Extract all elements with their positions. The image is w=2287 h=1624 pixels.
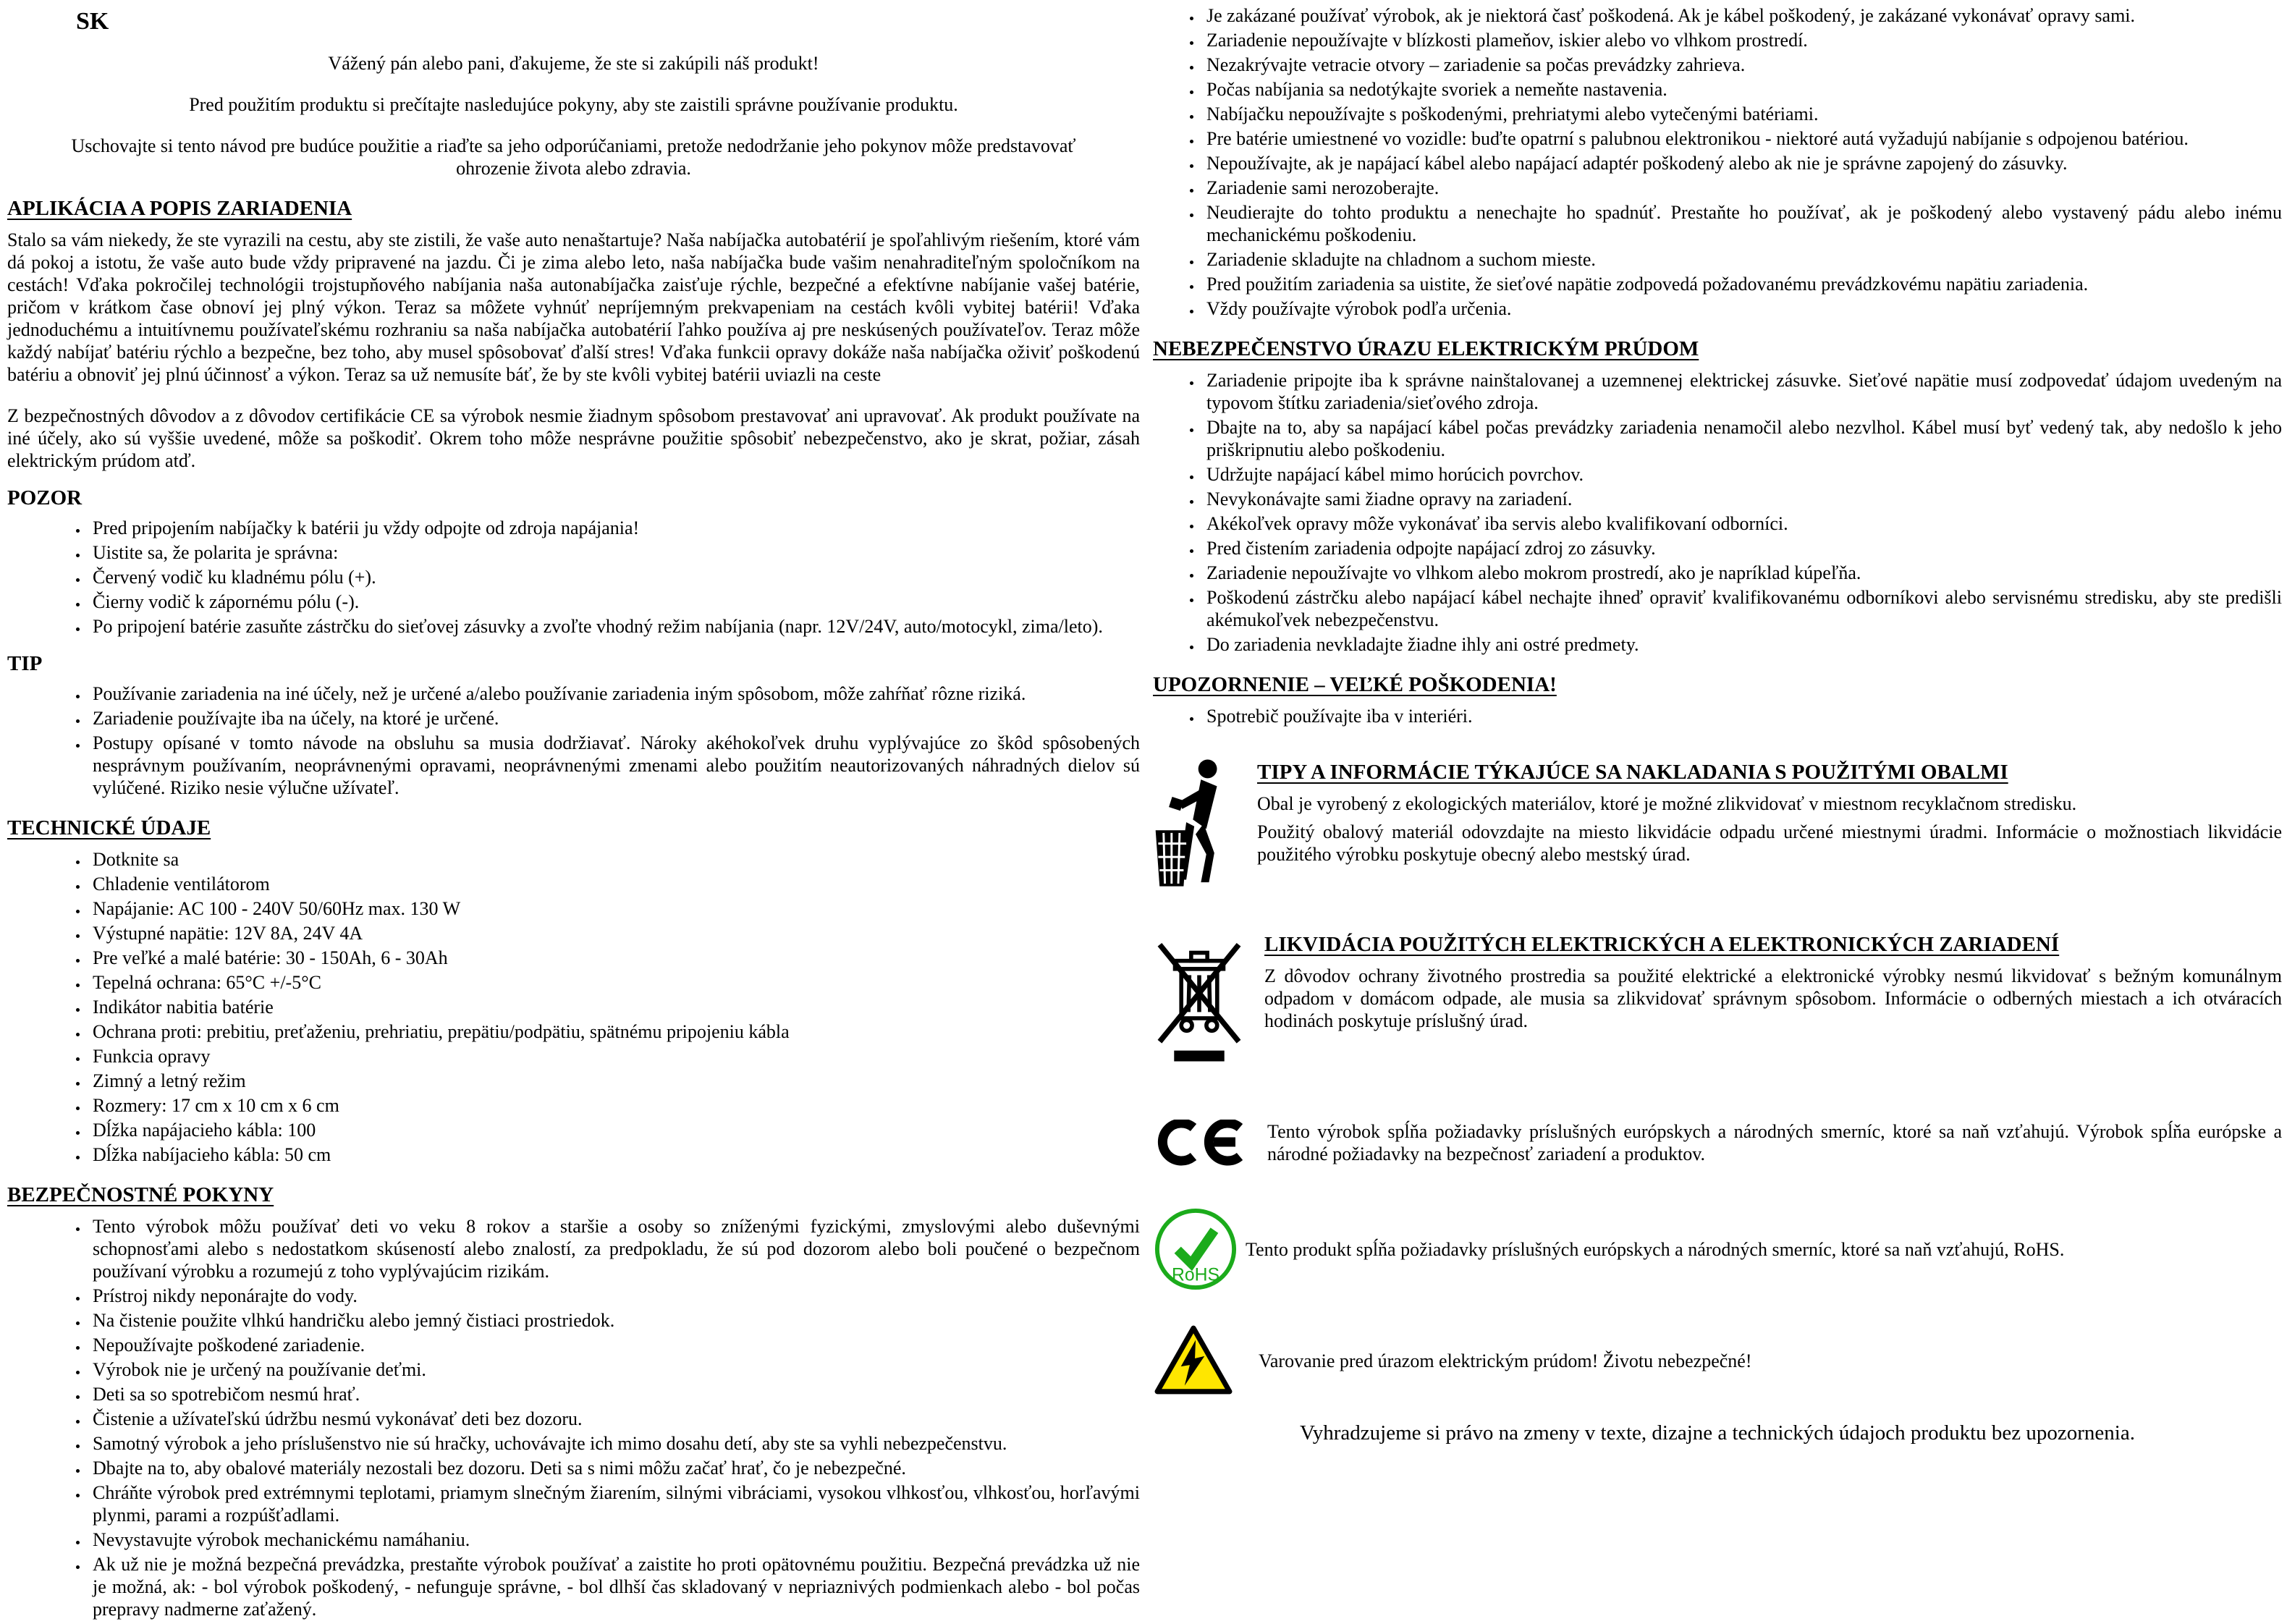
language-code: SK (76, 8, 109, 35)
electric-shock-list (1153, 369, 2282, 656)
list-item: • Spotrebič používajte iba v interiéri. (1202, 705, 2282, 727)
list-item: • Dĺžka nabíjacieho kábla: 50 cm (88, 1143, 1140, 1166)
section-title-tip: TIP (7, 652, 43, 675)
list-item: • Po pripojení batérie zasuňte zástrčku do sieťovej zásuvky a zvoľte vhodný režim nabíjania (napr. 12V/24V, auto/motocykl, zima/leto). (88, 615, 1140, 638)
major-damage-list (1153, 705, 2282, 727)
rohs-section (1153, 1206, 2282, 1292)
packaging-section (1153, 756, 2282, 891)
list-item: • Používanie zariadenia na iné účely, než je určené a/alebo používanie zariadenia iným spôsobom, môže zahŕňať rôzne riziká. (88, 682, 1140, 705)
list-item: • Do zariadenia nevkladajte žiadne ihly ani ostré predmety. (1202, 633, 2282, 656)
list-item: • Zimný a letný režim (88, 1070, 1140, 1092)
list-item: • Zariadenie nepoužívajte v blízkosti plameňov, iskier alebo vo vlhkom prostredí. (1202, 29, 2282, 51)
list-item: • Zariadenie nepoužívajte vo vlhkom alebo mokrom prostredí, ako je napríklad kúpeľňa. (1202, 562, 2282, 584)
list-item: • Nepoužívajte, ak je napájací kábel alebo napájací adaptér poškodený alebo ak nie je správne zapojený do zásuvky. (1202, 152, 2282, 174)
tidy-man-icon (1153, 756, 1238, 891)
list-item: • Prístroj nikdy neponárajte do vody. (88, 1285, 1140, 1307)
list-item: • Dĺžka napájacieho kábla: 100 (88, 1119, 1140, 1141)
ce-text: Tento výrobok spĺňa požiadavky príslušných európskych a národných smerníc, ktoré sa naň vzťahujú. Výrobok spĺňa európske a národné požiadavky na bezpečnosť zariadení a produktov. (1267, 1121, 2282, 1164)
list-item: • Deti sa so spotrebičom nesmú hrať. (88, 1383, 1140, 1405)
list-item: • Zariadenie skladujte na chladnom a suchom mieste. (1202, 248, 2282, 271)
right-column (1153, 1, 2282, 1445)
list-item: • Ochrana proti: prebitiu, preťaženiu, prehriatiu, prepätiu/podpätiu, spätnému pripojeniu kábla (88, 1020, 1140, 1043)
technical-list (7, 848, 1140, 1166)
list-item: • Dotknite sa (88, 848, 1140, 871)
list-item: • Čistenie a užívateľskú údržbu nesmú vykonávať deti bez dozoru. (88, 1408, 1140, 1430)
list-item: • Funkcia opravy (88, 1045, 1140, 1067)
section-title-safety: BEZPEČNOSTNÉ POKYNY (7, 1183, 274, 1206)
list-item: • Výrobok nie je určený na používanie deťmi. (88, 1358, 1140, 1381)
packaging-text (1257, 756, 2282, 866)
section-title-major-damage: UPOZORNENIE – VEĽKÉ POŠKODENIA! (1153, 673, 1557, 696)
ce-mark-icon (1153, 1120, 1248, 1166)
list-item: • Nevykonávajte sami žiadne opravy na zariadení. (1202, 488, 2282, 510)
list-item: • Zariadenie používajte iba na účely, na ktoré je určené. (88, 707, 1140, 729)
list-item: • Počas nabíjania sa nedotýkajte svoriek a nemeňte nastavenia. (1202, 78, 2282, 101)
weee-paragraph: Z dôvodov ochrany životného prostredia sa použité elektrické a elektronické výrobky nesmú likvidovať s bežným komunálnym odpadom v domácom odpade, ale musia sa zlikvidovať správnym spôsobom. Informácie o odberných miestach a ich otváracích hodinách poskytuje príslušný úrad. (1264, 965, 2282, 1031)
list-item: • Vždy používajte výrobok podľa určenia. (1202, 297, 2282, 320)
list-item: • Tepelná ochrana: 65°C +/-5°C (88, 971, 1140, 994)
list-item: • Postupy opísané v tomto návode na obsluhu sa musia dodržiavať. Nároky akéhokoľvek druhu vyplývajúce zo škôd spôsobených nesprávnym používaním, neoprávnenými opravami, neoprávnenými zmenami alebo použitím neautorizovaných náhradných dielov sú vylúčené. Riziko nesie výlučne užívateľ. (88, 732, 1140, 799)
section-title-technical: TECHNICKÉ ÚDAJE (7, 816, 211, 840)
application-paragraph: Stalo sa vám niekedy, že ste vyrazili na cestu, aby ste zistili, že vaše auto nenaštartuje? Naša nabíjačka autobatérií je spoľahlivým riešením, ktoré vám dá pokoj a istotu, že vaše auto bude vždy pripravené na jazdu. Či je zima alebo leto, naša nabíjačka bude vašim nenahraditeľným spoločníkom na cestách! Vďaka pokročilej technológii trojstupňového nabíjania naša autonabíjačka zaisťuje rýchle, bezpečné a efektívne nabíjanie vašej batérie, pričom v krátkom čase obnoví jej plný výkon. Teraz sa môžete vyhnúť nepríjemným prekvapeniam na cestách kvôli vybitej batérii! Vďaka jednoduchému a intuitívnemu používateľskému rozhraniu sa naša nabíjačka autobatérií ľahko používa aj pre neskúsených používateľov. Teraz môže každý nabíjať batériu rýchlo a bezpečne, bez toho, aby musel spôsobovať ďalší stres! Vďaka funkcii opravy dokáže naša nabíjačka oživiť poškodenú batériu a obnoviť jej plnú účinnosť a výkon. Teraz sa už nemusíte báť, že by ste kvôli vybitej batérii uviazli na ceste (7, 229, 1140, 385)
list-item: • Poškodenú zástrčku alebo napájací kábel nechajte ihneď opraviť kvalifikovanému odborníkovi alebo servisnému stredisku, aby ste predišli akémukoľvek nebezpečenstvu. (1202, 586, 2282, 631)
list-item: • Pre batérie umiestnené vo vozidle: buďte opatrní s palubnou elektronikou - niektoré autá vyžadujú nabíjanie s odpojenou batériou. (1202, 127, 2282, 150)
tip-list (7, 682, 1140, 799)
list-item: • Pre veľké a malé batérie: 30 - 150Ah, 6 - 30Ah (88, 947, 1140, 969)
list-item: • Zariadenie sami nerozoberajte. (1202, 177, 2282, 199)
list-item: • Pred pripojením nabíjačky k batérii ju vždy odpojte od zdroja napájania! (88, 517, 1140, 539)
intro-line: Vážený pán alebo pani, ďakujeme, že ste si zakúpili náš produkt! (328, 53, 819, 74)
list-item: • Uistite sa, že polarita je správna: (88, 541, 1140, 564)
svg-text:RoHS: RoHS (1171, 1265, 1220, 1285)
intro-line: Pred použitím produktu si prečítajte nasledujúce pokyny, aby ste zaistili správne používanie produktu. (189, 94, 958, 115)
list-item: • Nabíjačku nepoužívajte s poškodenými, prehriatymi alebo vytečenými batériami. (1202, 103, 2282, 125)
left-column (7, 4, 1140, 1623)
list-item: • Neudierajte do tohto produktu a nenechajte ho spadnúť. Prestaňte ho používať, ak je poškodený alebo vystavený pádu alebo inému mechanickému poškodeniu. (1202, 201, 2282, 246)
rohs-icon (1153, 1206, 1238, 1292)
list-item: • Zariadenie pripojte iba k správne nainštalovanej a uzemnenej elektrickej zásuvke. Sieťové napätie musí zodpovedať údajom uvedeným na typovom štítku zariadenia/sieťového zdroja. (1202, 369, 2282, 414)
list-item: • Nezakrývajte vetracie otvory – zariadenie sa počas prevádzky zahrieva. (1202, 54, 2282, 76)
list-item: • Čierny vodič k zápornému pólu (-). (88, 591, 1140, 613)
list-item: • Rozmery: 17 cm x 10 cm x 6 cm (88, 1094, 1140, 1117)
safety-list-left (7, 1215, 1140, 1620)
weee-text (1264, 929, 2282, 1032)
weee-section (1153, 929, 2282, 1063)
section-title-weee: LIKVIDÁCIA POUŽITÝCH ELEKTRICKÝCH A ELEKTRONICKÝCH ZARIADENÍ (1264, 933, 2060, 956)
list-item: • Výstupné napätie: 12V 8A, 24V 4A (88, 922, 1140, 944)
footer-note: Vyhradzujeme si právo na zmeny v texte, dizajne a technických údajoch produktu bez upozornenia. (1300, 1421, 2135, 1445)
list-item: • Nepoužívajte poškodené zariadenie. (88, 1334, 1140, 1356)
list-item: • Samotný výrobok a jeho príslušenstvo nie sú hračky, uchovávajte ich mimo dosahu detí, aby ste sa vyhli nebezpečenstvu. (88, 1432, 1140, 1455)
packaging-paragraph: Použitý obalový materiál odovzdajte na miesto likvidácie odpadu určené miestnymi úradmi. Informácie o možnostiach likvidácie použitého výrobku poskytuje obecný alebo mestský úrad. (1257, 821, 2282, 865)
list-item: • Nevystavujte výrobok mechanickému namáhaniu. (88, 1528, 1140, 1551)
intro-line: Uschovajte si tento návod pre budúce použitie a riaďte sa jeho odporúčaniami, pretože nedodržanie jeho pokynov môže predstavovať ohrozenie života alebo zdravia. (71, 135, 1076, 179)
rohs-text: Tento produkt spĺňa požiadavky príslušných európskych a národných smerníc, ktoré sa naň vzťahujú, RoHS. (1246, 1238, 2065, 1260)
ce-section (1153, 1120, 2282, 1166)
list-item: • Ak už nie je možná bezpečná prevádzka, prestaňte výrobok používať a zaistite ho proti opätovnému použitiu. Bezpečná prevádzka už nie je možná, ak: - bol výrobok poškodený, - nefunguje správne, - bol dlhší čas skladovaný v nepriaznivých podmienkach alebo - bol počas prepravy nadmerne zaťažený. (88, 1553, 1140, 1620)
list-item: • Dbajte na to, aby sa napájací kábel počas prevádzky zariadenia nenamočil alebo nezvlhol. Kábel musí byť vedený tak, aby nedošlo k jeho priškripnutiu alebo poškodeniu. (1202, 416, 2282, 461)
list-item: • Je zakázané používať výrobok, ak je niektorá časť poškodená. Ak je kábel poškodený, je zakázané vykonávať opravy sami. (1202, 4, 2282, 27)
list-item: • Indikátor nabitia batérie (88, 996, 1140, 1018)
list-item: • Červený vodič ku kladnému pólu (+). (88, 566, 1140, 588)
list-item: • Chladenie ventilátorom (88, 873, 1140, 895)
application-paragraph: Z bezpečnostných dôvodov a z dôvodov certifikácie CE sa výrobok nesmie žiadnym spôsobom prestavovať ani upravovať. Ak produkt používate na iné účely, ako sú vyššie uvedené, môže sa poškodiť. Okrem toho môže nesprávne použitie spôsobiť nebezpečenstvo, ako je skrat, požiar, zásah elektrickým prúdom atď. (7, 405, 1140, 471)
section-title-application: APLIKÁCIA A POPIS ZARIADENIA (7, 197, 352, 220)
list-item: • Pred použitím zariadenia sa uistite, že sieťové napätie zodpovedá požadovanému prevádzkovému napätiu zariadenia. (1202, 273, 2282, 295)
caution-list (7, 517, 1140, 638)
intro-block (7, 52, 1140, 179)
list-item: • Napájanie: AC 100 - 240V 50/60Hz max. 130 W (88, 897, 1140, 920)
list-item: • Akékoľvek opravy môže vykonávať iba servis alebo kvalifikovaní odborníci. (1202, 512, 2282, 535)
shock-warning-section (1153, 1324, 2282, 1397)
list-item: • Chráňte výrobok pred extrémnymi teplotami, priamym slnečným žiarením, silnými vibráciami, vysokou vlhkosťou, vlhkosťou, horľavými plynmi, parami a rozpúšťadlami. (88, 1481, 1140, 1526)
weee-crossed-bin-icon (1153, 929, 1246, 1063)
packaging-paragraph: Obal je vyrobený z ekologických materiálov, ktoré je možné zlikvidovať v miestnom recyklačnom stredisku. (1257, 793, 2077, 814)
high-voltage-warning-icon (1153, 1324, 1234, 1397)
shock-warning-text: Varovanie pred úrazom elektrickým prúdom! Životu nebezpečné! (1259, 1350, 1752, 1371)
section-title-caution: POZOR (7, 486, 83, 509)
list-item: • Na čistenie použite vlhkú handričku alebo jemný čistiaci prostriedok. (88, 1309, 1140, 1332)
list-item: • Udržujte napájací kábel mimo horúcich povrchov. (1202, 463, 2282, 486)
list-item: • Tento výrobok môžu používať deti vo veku 8 rokov a staršie a osoby so zníženými fyzickými, zmyslovými alebo duševnými schopnosťami alebo s nedostatkom skúseností alebo znalostí, za predpokladu, že sú pod dozorom alebo boli poučené o bezpečnom používaní výrobku a rozumejú z toho vyplývajúcim rizikám. (88, 1215, 1140, 1282)
section-title-packaging: TIPY A INFORMÁCIE TÝKAJÚCE SA NAKLADANIA S POUŽITÝMI OBALMI (1257, 761, 2008, 784)
list-item: • Pred čistením zariadenia odpojte napájací zdroj zo zásuvky. (1202, 537, 2282, 559)
section-title-electric-shock: NEBEZPEČENSTVO ÚRAZU ELEKTRICKÝM PRÚDOM (1153, 337, 1699, 360)
safety-list-right (1153, 4, 2282, 320)
list-item: • Dbajte na to, aby obalové materiály nezostali bez dozoru. Deti sa s nimi môžu začať hrať, čo je nebezpečné. (88, 1457, 1140, 1479)
